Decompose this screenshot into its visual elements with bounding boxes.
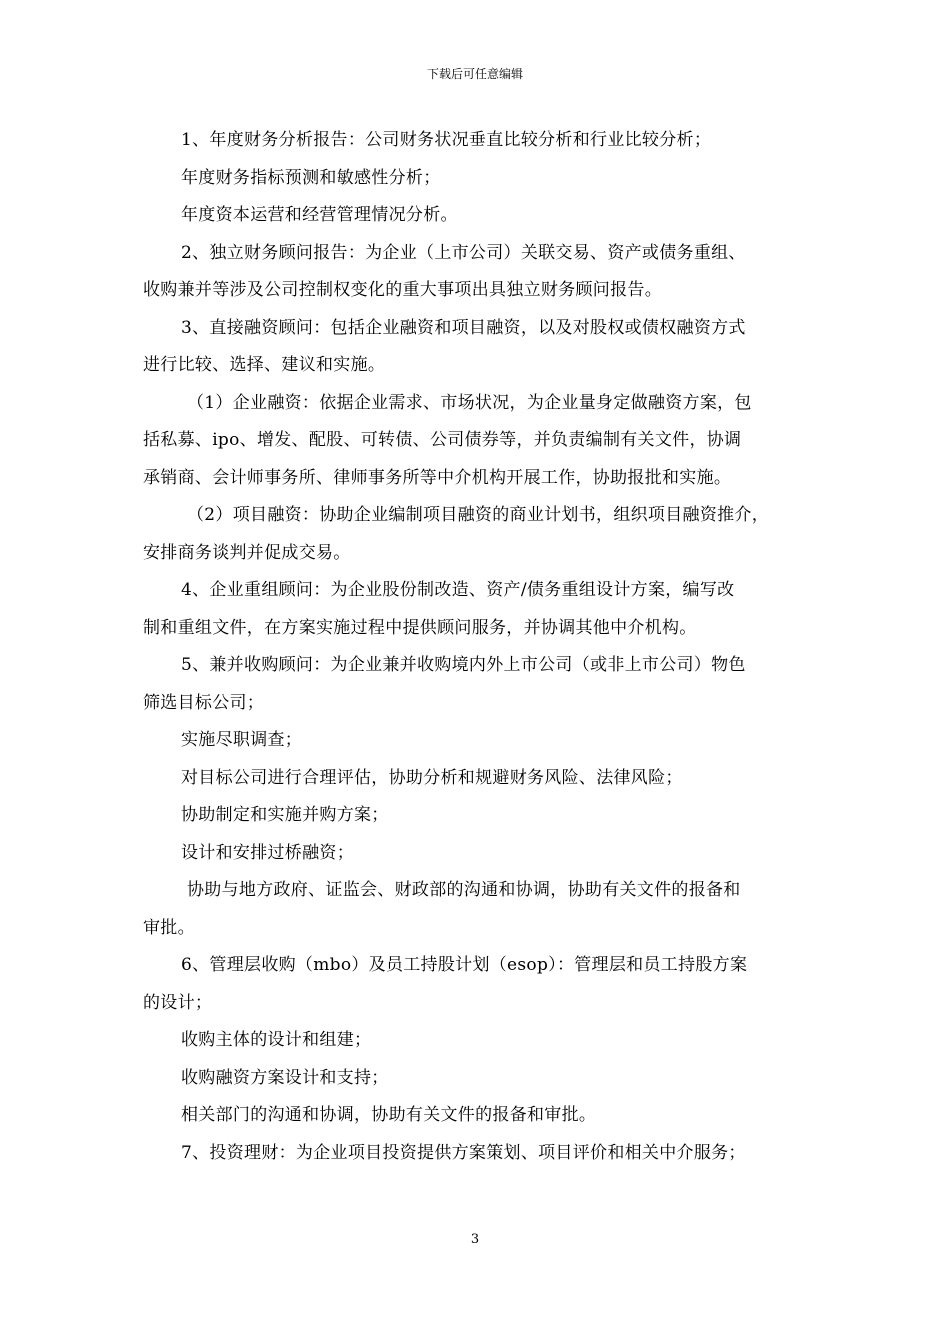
text-line: 相关部门的沟通和协调，协助有关文件的报备和审批。 [181, 1105, 597, 1125]
text-line: 的设计； [143, 992, 213, 1013]
text-line: 审批。 [143, 917, 195, 938]
text-line: 年度资本运营和经营管理情况分析。 [181, 205, 458, 225]
text-line: 6、管理层收购（mbo）及员工持股计划（esop）：管理层和员工持股方案 [181, 955, 748, 975]
text-line: 2、独立财务顾问报告：为企业（上市公司）关联交易、资产或债务重组、 [181, 242, 746, 263]
text-line: 安排商务谈判并促成交易。 [143, 542, 351, 563]
text-line: 实施尽职调查； [181, 730, 303, 750]
text-line: 年度财务指标预测和敏感性分析； [181, 167, 441, 188]
text-line: 协助制定和实施并购方案； [181, 805, 389, 825]
text-line: 收购融资方案设计和支持； [181, 1067, 389, 1088]
text-line: 制和重组文件，在方案实施过程中提供顾问服务，并协调其他中介机构。 [143, 617, 697, 638]
text-line: 括私募、ipo、增发、配股、可转债、公司债券等，并负责编制有关文件，协调 [143, 430, 742, 450]
text-line: 筛选目标公司； [143, 692, 265, 713]
text-line: 设计和安排过桥融资； [181, 842, 354, 863]
text-line: 承销商、会计师事务所、律师事务所等中介机构开展工作，协助报批和实施。 [143, 467, 732, 488]
text-line: （1）企业融资：依据企业需求、市场状况，为企业量身定做融资方案，包 [187, 392, 752, 413]
text-line: 对目标公司进行合理评估，协助分析和规避财务风险、法律风险； [181, 767, 683, 788]
document-body [143, 122, 809, 1172]
page-number: 3 [470, 1232, 480, 1247]
text-line: 进行比较、选择、建议和实施。 [143, 355, 386, 375]
text-line: 5、兼并收购顾问：为企业兼并收购境内外上市公司（或非上市公司）物色 [181, 655, 746, 675]
text-line: 收购主体的设计和组建； [181, 1030, 372, 1050]
text-line: （2）项目融资：协助企业编制项目融资的商业计划书，组织项目融资推介， [187, 505, 770, 525]
page-header: 下载后可任意编辑 [426, 67, 523, 81]
text-line: 1、年度财务分析报告：公司财务状况垂直比较分析和行业比较分析； [181, 130, 712, 150]
text-line: 3、直接融资顾问：包括企业融资和项目融资，以及对股权或债权融资方式 [181, 317, 746, 338]
text-line: 收购兼并等涉及公司控制权变化的重大事项出具独立财务顾问报告。 [143, 280, 662, 300]
text-line: 7、投资理财：为企业项目投资提供方案策划、项目评价和相关中介服务； [181, 1142, 746, 1163]
text-line: 4、企业重组顾问：为企业股份制改造、资产/债务重组设计方案，编写改 [181, 580, 735, 600]
text-line: 协助与地方政府、证监会、财政部的沟通和协调，协助有关文件的报备和 [187, 880, 741, 900]
